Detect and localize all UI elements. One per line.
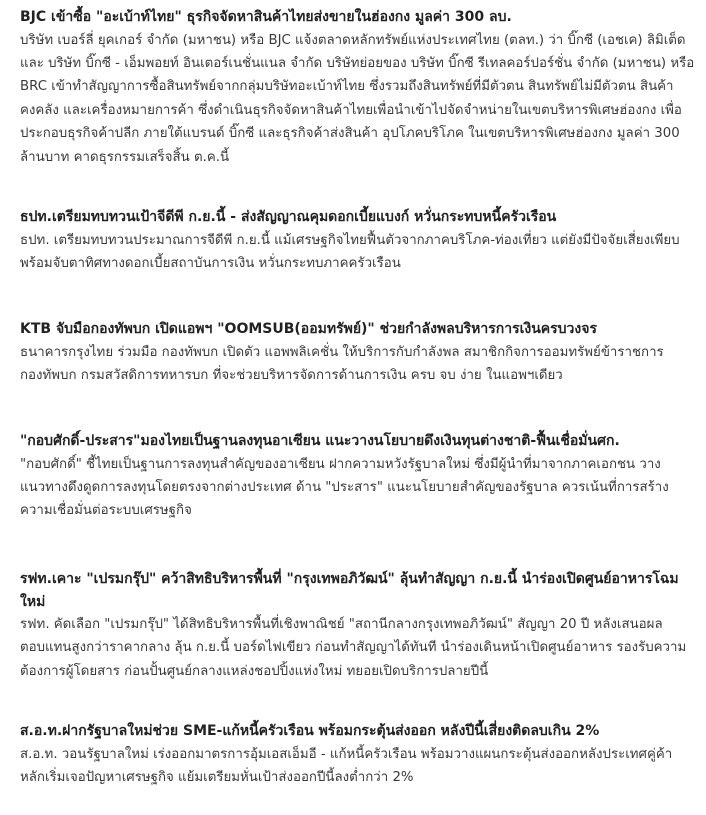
news-summary: รฟท. คัดเลือก "เปรมกรุ๊ป" ได้สิทธิบริหารพื้นที่เชิงพาณิชย์ "สถานีกลางกรุงเทพอภิวัฒน์" สัญญา 20 ปี หลังเสนอผลตอบแทนสูงกว่าราคากลาง ลุ้น ก.ย.นี้ บอร์ดไฟเขียว ก่อนทำสัญญาได้ทันที นำร่องเดินหน้าเปิดศูนย์อาหาร รองรับความต้องการผู้โดยสาร ก่อนปั้นศูนย์กลางแหล่งชอปปิ้งแห่งใหม่ ทยอยเปิดบริการปลายปีนี้ [20,617,687,679]
news-summary: ธปท. เตรียมทบทวนประมาณการจีดีพี ก.ย.นี้ แม้เศรษฐกิจไทยฟื้นตัวจากภาคบริโภค-ท่องเที่ยว แต่ยังมีปัจจัยเสี่ยงเพียบ พร้อมจับตาทิศทางดอกเบี้ยสถาบันการเงิน หวั่นกระทบภาคครัวเรือน [20,232,680,271]
news-summary: บริษัท เบอร์ลี่ ยุคเกอร์ จำกัด (มหาชน) หรือ BJC แจ้งตลาดหลักทรัพย์แห่งประเทศไทย (ตลท.) ว่า บิ๊กซี (เอชเค) ลิมิเต็ด และ บริษัท บิ๊กซี - เอ็มพอยท์ อินเตอร์เนชั่นแนล จำกัด บริษัทย่อยของ บริษัท บิ๊กซี รีเทลคอร์ปอร์ชั่น จำกัด (มหาชน) หรือ BRC เข้าทำสัญญาการซื้อสินทรัพย์จากกลุ่มบริษัทอะเบ้าท์ไทย ซึ่งรวมถึงสินทรัพย์ที่มีตัวตน สินทรัพย์ไม่มีตัวตน สินค้าคงคลัง และเครื่องหมายการค้า ซึ่งดำเนินธุรกิจจัดหาสินค้าไทยเพื่อนำเข้าไปจัดจำหน่ายในเขตบริหารพิเศษฮ่องกง เพื่อประกอบธุรกิจค้าปลีก ภายใต้แบรนด์ บิ๊กซี และธุรกิจค้าส่งสินค้า อุปโภคบริโภค ในเขตบริหารพิเศษฮ่องกง มูลค่า 300 ล้านบาท คาดธุรกรรมเสร็จสิ้น ต.ค.นี้ [20,32,695,165]
news-title[interactable]: BJC เข้าซื้อ "อะเบ้าท์ไทย" ธุรกิจจัดหาสินค้าไทยส่งขายในฮ่องกง มูลค่า 300 ลบ. [20,9,512,25]
news-item [20,430,696,568]
news-item [20,720,696,789]
news-item [20,6,696,206]
news-item [20,206,696,318]
news-summary: ธนาคารกรุงไทย ร่วมมือ กองทัพบก เปิดตัว แอพพลิเคชั่น ให้บริการกับกำลังพล สมาชิกกิจการออมทรัพย์ข้าราชการกองทัพบก กรมสวัสดิการทหารบก ที่จะช่วยบริหารจัดการด้านการเงิน ครบ จบ ง่าย ในแอพฯเดียว [20,344,664,383]
news-summary: "กอบศักดิ์" ชี้ไทยเป็นฐานการลงทุนสำคัญของอาเซียน ฝากความหวังรัฐบาลใหม่ ซึ่งมีผู้นำที่มาจากภาคเอกชน วางแนวทางดึงดูดการลงทุนโดยตรงจากต่างประเทศ ด้าน "ประสาร" แนะนโยบายสำคัญของรัฐบาล ควรเน้นที่การสร้างความเชื่อมั่นต่อระบบเศรษฐกิจ [20,456,669,519]
news-title[interactable]: KTB จับมือกองทัพบก เปิดแอพฯ "OOMSUB(ออมทรัพย์)" ช่วยกำลังพลบริหารการเงินครบวงจร [20,321,597,337]
news-summary: ส.อ.ท. วอนรัฐบาลใหม่ เร่งออกมาตรการอุ้มเอสเอ็มอี - แก้หนี้ครัวเรือน พร้อมวางแผนกระตุ้นส่งออกหลังประเทศคู่ค้าหลักเริ่มเจอปัญหาเศรษฐกิจ แย้มเตรียมหั่นเป้าส่งออกปีนี้ลงต่ำกว่า 2% [20,746,673,785]
news-title[interactable]: รฟท.เคาะ "เปรมกรุ๊ป" คว้าสิทธิบริหารพื้นที่ "กรุงเทพอภิวัฒน์" ลุ้นทำสัญญา ก.ย.นี้ นำร่องเปิดศูนย์อาหารโฉมใหม่ [20,571,679,610]
news-title[interactable]: "กอบศักดิ์-ประสาร"มองไทยเป็นฐานลงทุนอาเซียน แนะวางนโยบายดึงเงินทุนต่างชาติ-ฟื้นเชื่อมั่นศก. [20,433,620,449]
news-item [20,568,696,720]
news-item [20,318,696,430]
news-title[interactable]: ธปท.เตรียมทบทวนเป้าจีดีพี ก.ย.นี้ - ส่งสัญญาณคุมดอกเบี้ยแบงก์ หวั่นกระทบหนี้ครัวเรือน [20,209,557,225]
news-title[interactable]: ส.อ.ท.ฝากรัฐบาลใหม่ช่วย SME-แก้หนี้ครัวเรือน พร้อมกระตุ้นส่งออก หลังปีนี้เสี่ยงติดลบเกิน 2% [20,723,600,739]
